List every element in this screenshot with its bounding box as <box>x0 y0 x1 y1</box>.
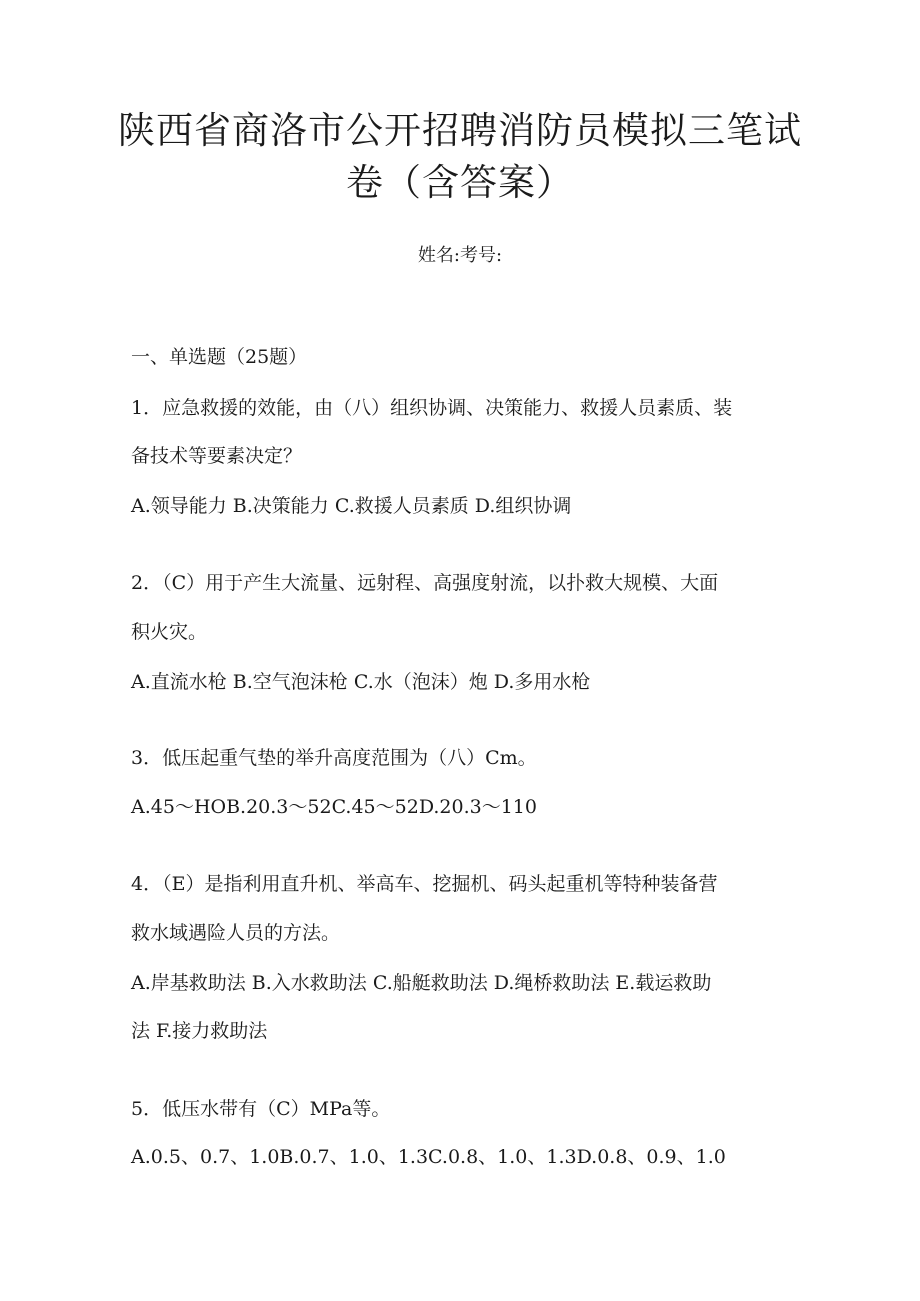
question-4-options-line-1: A.岸基救助法 B.入水救助法 C.船艇救助法 D.绳桥救助法 E.载运救助 <box>131 972 712 994</box>
question-1-stem-line-2: 备技术等要素决定？ <box>131 445 303 467</box>
section-heading: 一、单选题（25题） <box>131 346 308 368</box>
question-2-stem-line-1: 2．（C）用于产生大流量、远射程、高强度射流，以扑救大规模、大面 <box>131 572 719 594</box>
question-4-stem-line-1: 4．（E）是指利用直升机、举高车、挖掘机、码头起重机等特种装备营 <box>131 873 718 895</box>
question-3-options: A.45～HOB.20.3～52C.45～52D.20.3～110 <box>131 796 537 818</box>
question-4-options-line-2: 法 F.接力救助法 <box>131 1020 268 1042</box>
page-title-line-1: 陕西省商洛市公开招聘消防员模拟三笔试 <box>118 109 802 152</box>
name-id-field-label: 姓名:考号: <box>417 245 503 266</box>
question-4-stem-line-2: 救水域遇险人员的方法。 <box>131 922 341 944</box>
page-title-line-2: 卷（含答案） <box>346 161 574 204</box>
question-1-options: A.领导能力 B.决策能力 C.救援人员素质 D.组织协调 <box>131 495 572 517</box>
question-2-options: A.直流水枪 B.空气泡沫枪 C.水（泡沫）炮 D.多用水枪 <box>131 671 591 693</box>
question-5-options: A.0.5、0.7、1.0B.0.7、1.0、1.3C.0.8、1.0、1.3D.0.8、0.9、1.0 <box>131 1146 726 1168</box>
question-3-stem-line-1: 3．低压起重气垫的举升高度范围为（八）Cm。 <box>131 747 537 769</box>
question-5-stem-line-1: 5．低压水带有（C）MPa等。 <box>131 1098 391 1120</box>
question-2-stem-line-2: 积火灾。 <box>131 621 208 643</box>
question-1-stem-line-1: 1．应急救援的效能，由（八）组织协调、决策能力、救援人员素质、装 <box>131 397 733 419</box>
